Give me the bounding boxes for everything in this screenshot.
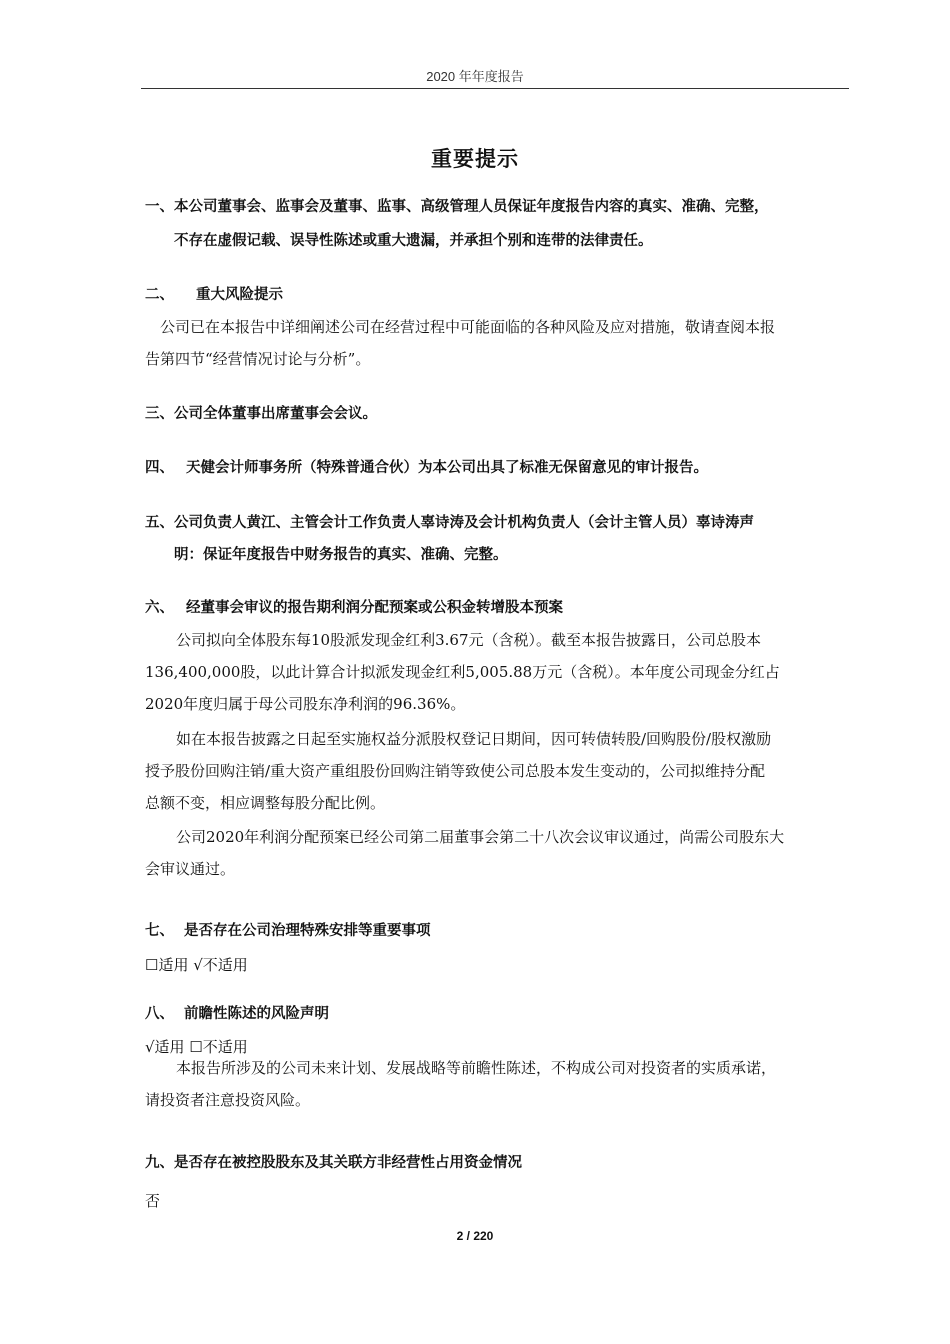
section2-heading: 重大风险提示 (196, 287, 283, 303)
section8-number: 八、 (145, 1006, 174, 1022)
section7-options: ☐适用 √不适用 (145, 956, 248, 974)
document-title: 重要提示 (431, 147, 519, 171)
section5-line2: 明：保证年度报告中财务报告的真实、准确、完整。 (174, 547, 508, 563)
page-number: 2 / 220 (456, 1229, 494, 1243)
page-header: 2020 年年度报告 (426, 69, 524, 84)
section7-heading: 是否存在公司治理特殊安排等重要事项 (184, 923, 431, 939)
section6-p2-line1: 如在本报告披露之日起至实施权益分派股权登记日期间，因可转债转股/回购股份/股权激励 (176, 730, 772, 748)
section8-options: √适用 ☐不适用 (145, 1038, 248, 1056)
section6-number: 六、 (145, 600, 174, 616)
section3-text: 三、公司全体董事出席董事会会议。 (145, 406, 377, 422)
section1-line2: 不存在虚假记载、误导性陈述或重大遗漏，并承担个别和连带的法律责任。 (174, 233, 653, 249)
section2-number: 二、 (145, 287, 174, 303)
section6-p2-line3: 总额不变，相应调整每股分配比例。 (145, 794, 386, 812)
section9-answer: 否 (145, 1192, 161, 1210)
section4-text: 天健会计师事务所（特殊普通合伙）为本公司出具了标准无保留意见的审计报告。 (186, 460, 708, 476)
section6-p1-line3: 2020年度归属于母公司股东净利润的96.36%。 (145, 695, 466, 713)
section2-line2: 告第四节“经营情况讨论与分析”。 (145, 350, 371, 368)
section7-number: 七、 (145, 923, 174, 939)
header-divider (141, 88, 849, 89)
section1-line1: 一、本公司董事会、监事会及董事、监事、高级管理人员保证年度报告内容的真实、准确、完整， (145, 199, 769, 215)
section6-heading: 经董事会审议的报告期利润分配预案或公积金转增股本预案 (186, 600, 563, 616)
section4-number: 四、 (145, 460, 174, 476)
section8-heading: 前瞻性陈述的风险声明 (184, 1006, 329, 1022)
section6-p1-line2: 136,400,000股，以此计算合计拟派发现金红利5,005.88万元（含税）。本年度公司现金分红占 (145, 663, 780, 681)
section6-p2-line2: 授予股份回购注销/重大资产重组股份回购注销等致使公司总股本发生变动的，公司拟维持分配 (145, 762, 766, 780)
section9-heading: 九、是否存在被控股股东及其关联方非经营性占用资金情况 (145, 1155, 522, 1171)
section2-line1: 公司已在本报告中详细阐述公司在经营过程中可能面临的各种风险及应对措施，敬请查阅本报 (160, 318, 776, 336)
section6-p3-line2: 会审议通过。 (145, 860, 236, 878)
section8-line2: 请投资者注意投资风险。 (145, 1091, 311, 1109)
section8-line1: 本报告所涉及的公司未来计划、发展战略等前瞻性陈述，不构成公司对投资者的实质承诺， (176, 1059, 777, 1077)
section6-p3-line1: 公司2020年利润分配预案已经公司第二届董事会第二十八次会议审议通过，尚需公司股东大 (176, 828, 785, 846)
section6-p1-line1: 公司拟向全体股东每10股派发现金红利3.67元（含税）。截至本报告披露日，公司总股本 (176, 631, 761, 649)
section5-line1: 五、公司负责人黄江、主管会计工作负责人辜诗涛及会计机构负责人（会计主管人员）辜诗涛声 (145, 515, 754, 531)
